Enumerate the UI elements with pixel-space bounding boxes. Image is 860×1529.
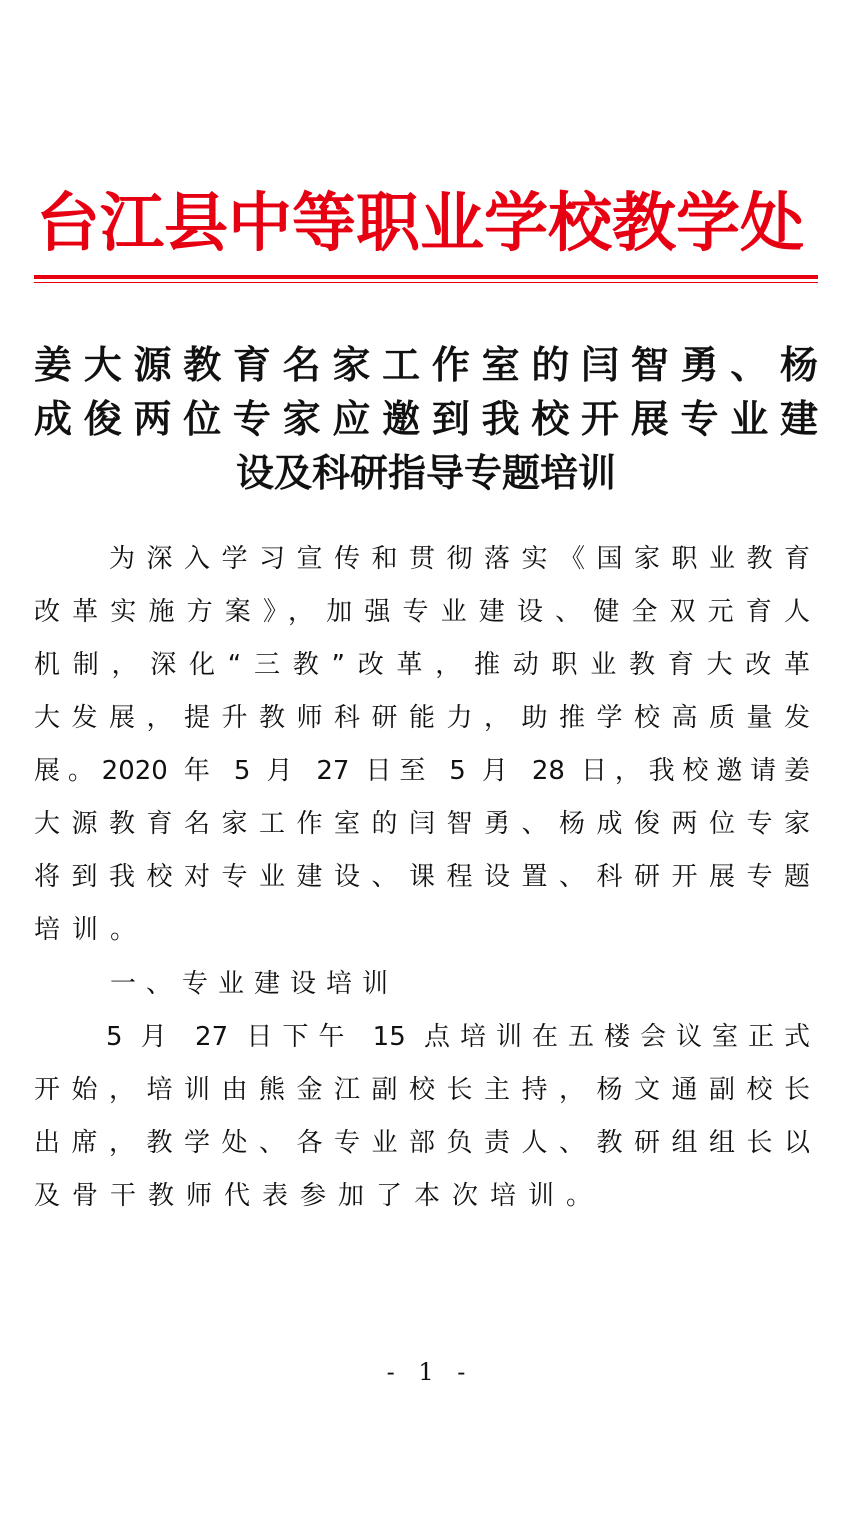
paragraph-line: 出席，教学处、各专业部负责人、教研组组长以 [34, 1128, 810, 1158]
masthead-red-rule-thick [34, 275, 818, 279]
paragraph-line: 将到我校对专业建设、课程设置、科研开展专题 [34, 862, 810, 892]
title-line: 成俊两位专家应邀到我校开展专业建 [34, 397, 818, 441]
paragraph-line: 机制，深化“三教”改革，推动职业教育大改革 [34, 650, 810, 680]
title-line: 设及科研指导专题培训 [235, 451, 616, 495]
paragraph-line: 开始，培训由熊金江副校长主持，杨文通副校长 [34, 1075, 810, 1105]
document-title [34, 338, 818, 500]
paragraph-section1 [34, 1011, 810, 1223]
paragraph-line: 为深入学习宣传和贯彻落实《国家职业教育 [34, 544, 810, 574]
masthead-org-name: 台江县中等职业学校教学处 [36, 186, 804, 261]
paragraph-line: 大发展，提升教师科研能力，助推学校高质量发 [34, 703, 810, 733]
section-heading: 一、专业建设培训 [110, 969, 399, 999]
paragraph-line: 大源教育名家工作室的闫智勇、杨成俊两位专家 [34, 809, 810, 839]
title-line: 姜大源教育名家工作室的闫智勇、杨 [34, 343, 818, 387]
paragraph-line: 及骨干教师代表参加了本次培训。 [34, 1181, 605, 1211]
page-number: - 1 - [386, 1358, 474, 1386]
paragraph-intro [34, 533, 810, 957]
paragraph-line: 改革实施方案》，加强专业建设、健全双元育人 [34, 597, 810, 627]
masthead-red-rule-thin [34, 282, 818, 283]
paragraph-line: 5 月 27 日下午 15 点培训在五楼会议室正式 [34, 1022, 810, 1052]
paragraph-line: 培训。 [34, 915, 149, 945]
paragraph-line: 展。2020 年 5 月 27 日至 5 月 28 日，我校邀请姜 [34, 756, 810, 786]
